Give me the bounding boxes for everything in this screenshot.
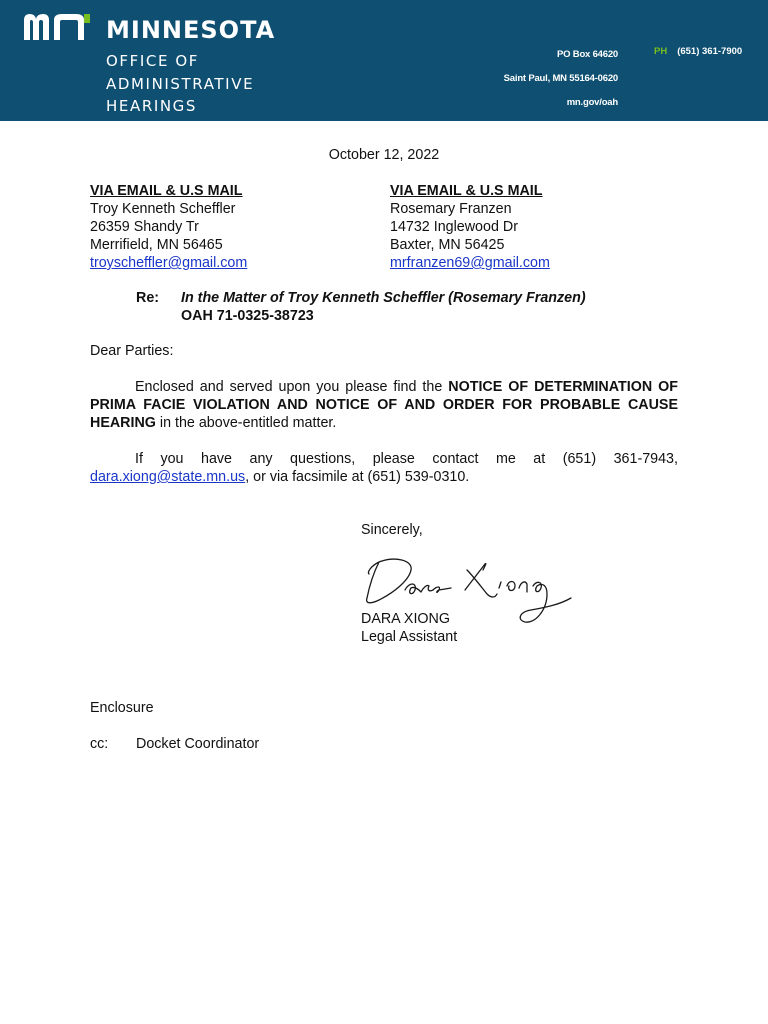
- recipient-city: Baxter, MN 56425: [390, 237, 505, 253]
- phone-label: PH: [654, 46, 668, 57]
- cc-line: [90, 735, 259, 753]
- recipient-name: Rosemary Franzen: [390, 201, 512, 217]
- body-paragraph: [90, 450, 678, 486]
- letter-date: October 12, 2022: [328, 147, 440, 163]
- recipient-email-link[interactable]: mrfranzen69@gmail.com: [390, 255, 550, 271]
- po-box: PO Box 64620: [557, 49, 618, 60]
- sender-email-link[interactable]: dara.xiong@state.mn.us: [90, 469, 246, 485]
- paragraph-text: If you have any questions, please contact me at (651) 361-7943,: [135, 451, 678, 467]
- cc-recipient: Docket Coordinator: [136, 736, 260, 752]
- letterhead-banner: [0, 0, 768, 121]
- recipient-addresses: [90, 182, 678, 272]
- phone-line: [654, 43, 742, 61]
- letter-body: [90, 146, 678, 486]
- signer-block: [361, 610, 457, 646]
- minnesota-mn-logo-icon: [22, 12, 92, 42]
- phone-number: (651) 361-7900: [677, 46, 743, 57]
- org-name: MINNESOTA: [106, 16, 276, 44]
- re-line: [90, 289, 678, 325]
- city-state-zip: Saint Paul, MN 55164-0620: [503, 73, 618, 84]
- cc-label: cc:: [90, 736, 109, 752]
- paragraph-text: in the above-entitled matter.: [155, 415, 337, 431]
- recipient-street: 26359 Shandy Tr: [90, 219, 199, 235]
- delivery-method: VIA EMAIL & U.S MAIL: [90, 183, 243, 199]
- salutation: Dear Parties:: [90, 343, 174, 359]
- signer-name: DARA XIONG: [361, 611, 450, 627]
- recipient-city: Merrifield, MN 56465: [90, 237, 223, 253]
- contact-address: [504, 43, 618, 115]
- recipient-block: [90, 182, 390, 272]
- case-number: OAH 71-0325-38723: [181, 308, 314, 324]
- office-line: HEARINGS: [106, 97, 198, 115]
- office-line: ADMINISTRATIVE: [106, 74, 255, 93]
- office-name: [106, 50, 254, 118]
- website-link[interactable]: mn.gov/oah: [566, 97, 618, 108]
- closing: Sincerely,: [361, 522, 423, 538]
- recipient-street: 14732 Inglewood Dr: [390, 219, 518, 235]
- enclosure-note: Enclosure: [90, 700, 154, 716]
- recipient-email-link[interactable]: troyscheffler@gmail.com: [90, 255, 248, 271]
- re-content: [181, 289, 586, 325]
- paragraph-text: Enclosed and served upon you please find the: [135, 379, 449, 395]
- delivery-method: VIA EMAIL & U.S MAIL: [390, 183, 543, 199]
- office-line: OFFICE OF: [106, 52, 200, 70]
- signer-title: Legal Assistant: [361, 629, 458, 645]
- re-label: Re:: [136, 290, 160, 306]
- recipient-block: [390, 182, 678, 272]
- case-matter: In the Matter of Troy Kenneth Scheffler (Rosemary Franzen): [181, 290, 586, 306]
- document-title: NOTICE OF DETERMINATION OF PRIMA FACIE VIOLATION AND NOTICE OF AND ORDER FOR PROBABLE CAUSE HEARING: [90, 379, 678, 431]
- recipient-name: Troy Kenneth Scheffler: [90, 201, 236, 217]
- paragraph-text: , or via facsimile at (651) 539-0310.: [245, 469, 470, 485]
- body-paragraph: [90, 378, 678, 432]
